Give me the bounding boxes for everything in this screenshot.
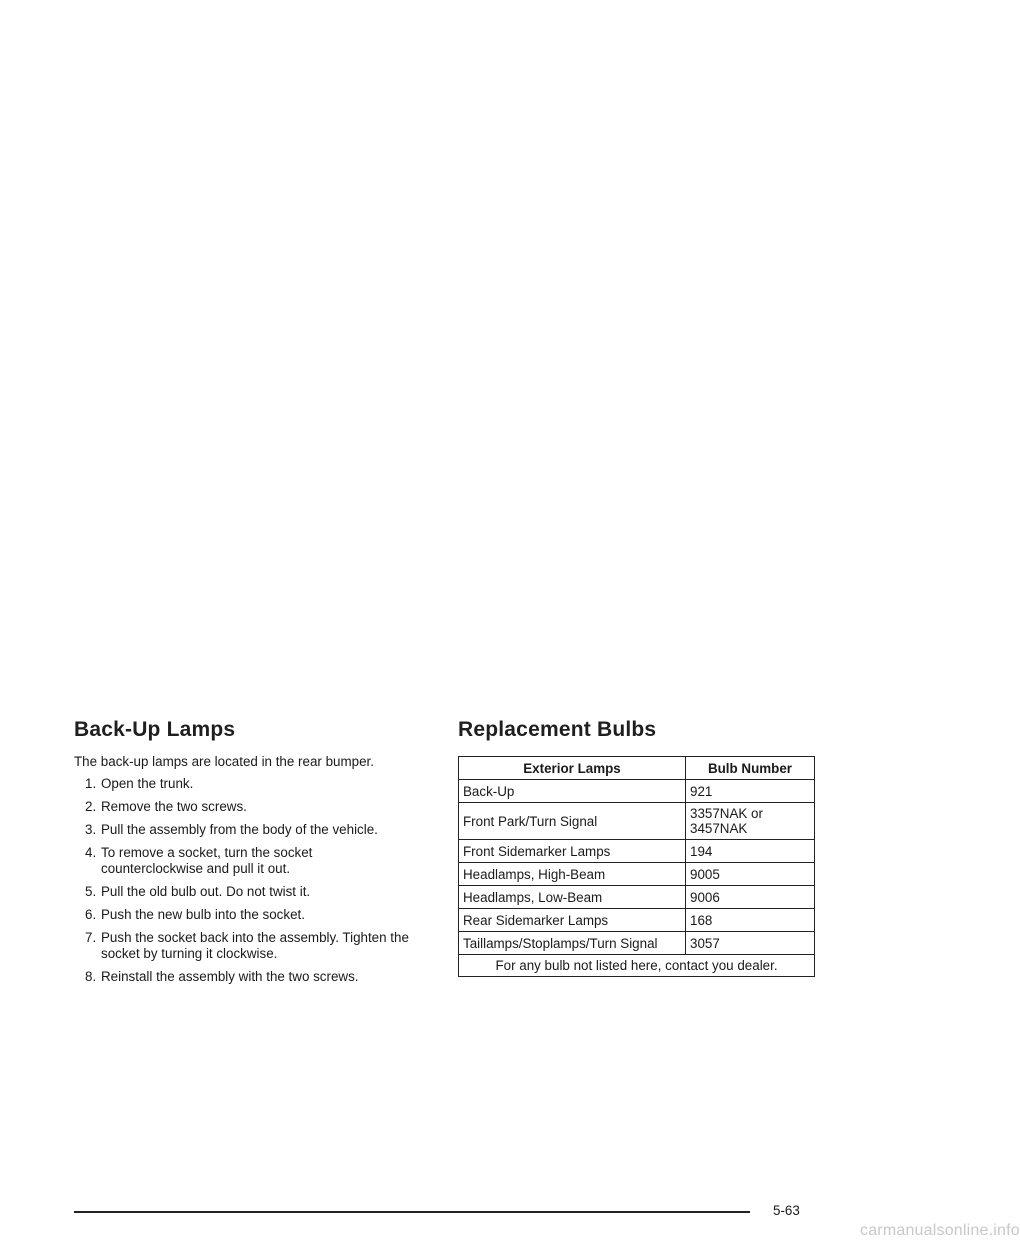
table-note-row	[459, 955, 815, 977]
step-text: Reinstall the assembly with the two screws.	[101, 969, 359, 984]
bulb-cell: 921	[686, 780, 815, 803]
step-text: To remove a socket, turn the socket counterclockwise and pull it out.	[101, 845, 313, 876]
bulb-cell: 168	[686, 909, 815, 932]
steps-list	[74, 776, 414, 985]
step-number: 6.	[85, 907, 97, 922]
bulb-cell: 9005	[686, 863, 815, 886]
step-number: 5.	[85, 884, 97, 899]
replacement-bulbs-section	[458, 716, 818, 977]
footer-rule	[74, 1211, 750, 1213]
lamp-cell: Headlamps, Low-Beam	[459, 886, 686, 909]
step-item	[74, 845, 414, 877]
step-text: Push the new bulb into the socket.	[101, 907, 305, 922]
table-row	[459, 780, 815, 803]
back-up-lamps-section	[74, 716, 414, 992]
table-row	[459, 863, 815, 886]
lamp-cell: Front Sidemarker Lamps	[459, 840, 686, 863]
step-text: Open the trunk.	[101, 776, 194, 791]
lamp-cell: Back-Up	[459, 780, 686, 803]
step-text: Push the socket back into the assembly. Tighten the socket by turning it clockwise.	[101, 930, 409, 961]
section-title-replacement-bulbs: Replacement Bulbs	[458, 718, 657, 741]
step-item	[74, 969, 414, 985]
step-number: 1.	[85, 776, 97, 791]
step-item	[74, 884, 414, 900]
step-item	[74, 776, 414, 792]
table-header-row	[459, 757, 815, 780]
step-number: 7.	[85, 930, 97, 945]
step-number: 4.	[85, 845, 97, 860]
table-note: For any bulb not listed here, contact you dealer.	[459, 955, 815, 977]
bulb-table	[458, 756, 815, 977]
bulb-cell: 3057	[686, 932, 815, 955]
table-row	[459, 886, 815, 909]
intro-paragraph: The back-up lamps are located in the rear bumper.	[74, 754, 374, 769]
lamp-cell: Front Park/Turn Signal	[459, 803, 686, 840]
step-number: 2.	[85, 799, 97, 814]
step-text: Pull the old bulb out. Do not twist it.	[101, 884, 311, 899]
column-header-bulb-number: Bulb Number	[686, 757, 815, 780]
step-item	[74, 799, 414, 815]
step-text: Pull the assembly from the body of the vehicle.	[101, 822, 378, 837]
lamp-cell: Taillamps/Stoplamps/Turn Signal	[459, 932, 686, 955]
step-item	[74, 822, 414, 838]
section-title-back-up-lamps: Back-Up Lamps	[74, 718, 236, 741]
step-item	[74, 930, 414, 962]
step-number: 3.	[85, 822, 97, 837]
lamp-cell: Rear Sidemarker Lamps	[459, 909, 686, 932]
bulb-cell: 194	[686, 840, 815, 863]
watermark: carmanualsonline.info	[860, 1222, 1020, 1239]
bulb-cell: 9006	[686, 886, 815, 909]
bulb-cell: 3357NAK or 3457NAK	[686, 803, 815, 840]
lamp-cell: Headlamps, High-Beam	[459, 863, 686, 886]
column-header-exterior-lamps: Exterior Lamps	[459, 757, 686, 780]
page-number: 5-63	[773, 1203, 800, 1218]
step-text: Remove the two screws.	[101, 799, 247, 814]
step-number: 8.	[85, 969, 97, 984]
table-row	[459, 803, 815, 840]
table-row	[459, 909, 815, 932]
step-item	[74, 907, 414, 923]
table-row	[459, 840, 815, 863]
table-row	[459, 932, 815, 955]
